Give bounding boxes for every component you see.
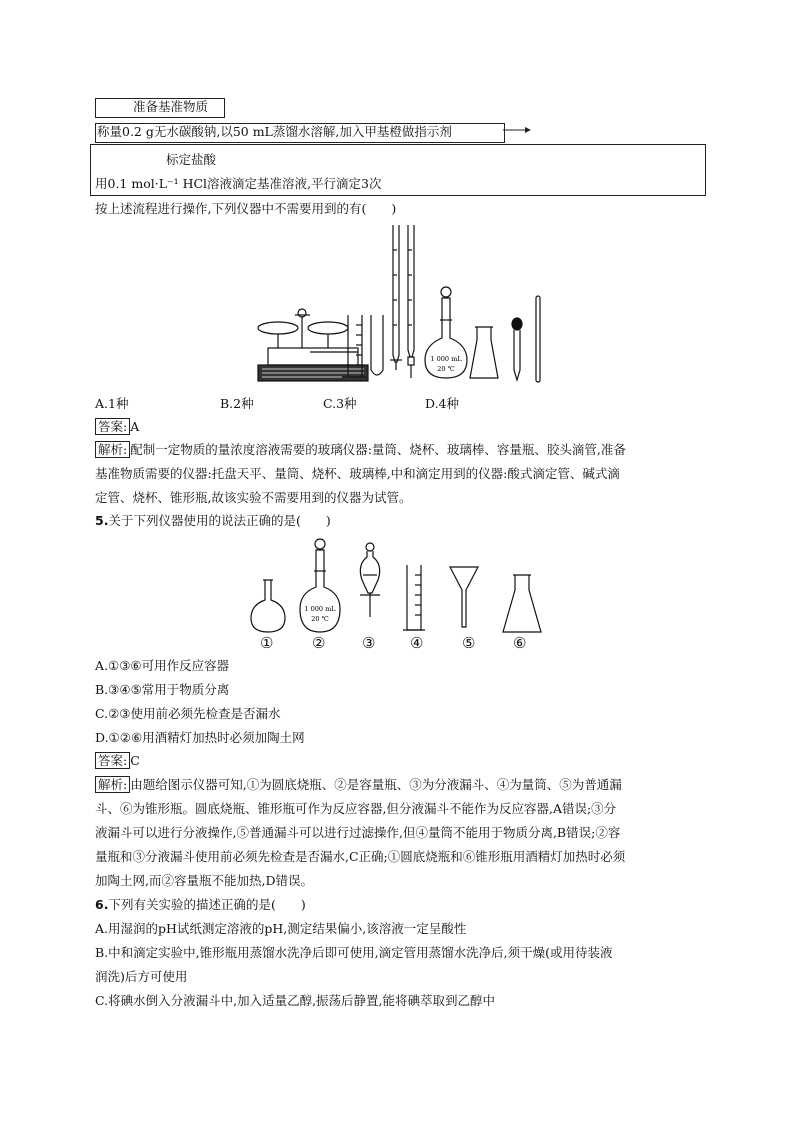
q5-answer	[95, 752, 140, 770]
q5-label-6: ⑥	[513, 634, 527, 652]
test-tube-icon	[371, 315, 383, 375]
q4-flask-temp-label: 20 ℃	[437, 365, 455, 373]
q4-analysis-line-1: 解析: 配制一定物质的量浓度溶液需要的玻璃仪器:量筒、烧杯、玻璃棒、容量瓶、胶头滴管,准备	[95, 441, 626, 459]
glass-rod-icon	[536, 296, 540, 382]
q5-option-a: A.①③⑥可用作反应容器	[95, 658, 230, 673]
q5-label-1: ①	[260, 634, 274, 652]
q4-option-a: A.1种	[95, 396, 129, 411]
q4-analysis-tag: 解析:	[95, 441, 130, 458]
flow-step1-desc: 称量0.2 g无水碳酸钠,以50 mL蒸馏水溶解,加入甲基橙做指示剂	[97, 124, 452, 139]
q5-label-2: ②	[312, 634, 326, 652]
q6-option-b-cont: 润洗)后方可使用	[95, 969, 188, 984]
q5-answer-tag: 答案:	[95, 752, 130, 769]
q6-number: 6.	[95, 897, 109, 912]
flow-step2-desc: 用0.1 mol·L⁻¹ HCl溶液滴定基准溶液,平行滴定3次	[95, 176, 382, 191]
q4-analysis-line-3: 定管、烧杯、锥形瓶,故该实验不需要用到的仪器为试管。	[95, 490, 412, 505]
q5-analysis-tag: 解析:	[95, 776, 130, 793]
q4-answer	[95, 418, 139, 436]
q5-label-5: ⑤	[462, 634, 476, 652]
balance-icon	[258, 309, 368, 381]
q5-number: 5.	[95, 513, 109, 528]
q6-option-b: B.中和滴定实验中,锥形瓶用蒸馏水洗净后即可使用,滴定管用蒸馏水洗净后,须干燥(或用待装液	[95, 945, 613, 960]
q5-option-c: C.②③使用前必须先检查是否漏水	[95, 706, 281, 721]
q4-apparatus-figure	[250, 220, 550, 390]
q5-analysis-line-4: 量瓶和③分液漏斗使用前必须先检查是否漏水,C正确;①圆底烧瓶和⑥锥形瓶用酒精灯加热时必须	[95, 849, 626, 864]
q4-option-b: B.2种	[220, 396, 254, 411]
flow-step2-title: 标定盐酸	[166, 152, 217, 167]
acid-burette-icon	[390, 225, 402, 370]
dropper-icon	[512, 318, 522, 380]
q5-analysis-line-2: 斗、⑥为锥形瓶。圆底烧瓶、锥形瓶可作为反应容器,但分液漏斗不能作为反应容器,A错误;③分	[95, 801, 617, 816]
base-burette-icon	[408, 225, 414, 378]
q5-apparatus-figure	[245, 535, 555, 635]
conical-flask-icon	[470, 327, 498, 378]
graduated-cylinder-icon	[403, 565, 425, 630]
q4-answer-tag: 答案:	[95, 418, 130, 435]
separatory-funnel-icon	[360, 543, 380, 617]
q5-label-4: ④	[410, 634, 424, 652]
flow-arrow	[503, 124, 533, 136]
flow-step1-title: 准备基准物质	[133, 99, 209, 114]
q6-option-a: A.用湿润的pH试纸测定溶液的pH,测定结果偏小,该溶液一定呈酸性	[95, 921, 467, 936]
q4-option-c: C.3种	[323, 396, 357, 411]
q4-analysis-line-2: 基准物质需要的仪器:托盘天平、量筒、烧杯、玻璃棒,中和滴定用到的仪器:酸式滴定管、碱式滴	[95, 466, 620, 481]
q6-stem: 6.下列有关实验的描述正确的是( )	[95, 897, 306, 912]
q5-label-3: ③	[362, 634, 376, 652]
q5-flask-temp-label: 20 ℃	[311, 615, 329, 623]
q6-option-c: C.将碘水倒入分液漏斗中,加入适量乙醇,振荡后静置,能将碘萃取到乙醇中	[95, 993, 496, 1008]
q5-stem: 5.关于下列仪器使用的说法正确的是( )	[95, 513, 331, 528]
conical-flask-icon	[503, 575, 541, 632]
q5-analysis-line-3: 液漏斗可以进行分液操作,⑤普通漏斗可以进行过滤操作,但④量筒不能用于物质分离,B错误;②容	[95, 825, 621, 840]
q5-analysis-line-1: 解析: 由题给图示仪器可知,①为圆底烧瓶、②是容量瓶、③为分液漏斗、④为量筒、⑤为普通漏	[95, 776, 622, 794]
q5-flask-volume-label: 1 000 mL	[304, 605, 336, 613]
q4-flask-volume-label: 1 000 mL	[430, 355, 462, 363]
q4-stem: 按上述流程进行操作,下列仪器中不需要用到的有( )	[95, 201, 397, 216]
funnel-icon	[450, 567, 478, 627]
q4-option-d: D.4种	[425, 396, 460, 411]
q5-option-d: D.①②⑥用酒精灯加热时必须加陶土网	[95, 730, 305, 745]
round-bottom-flask-icon	[251, 580, 285, 632]
q5-answer-value: C	[130, 753, 140, 768]
q5-option-b: B.③④⑤常用于物质分离	[95, 682, 230, 697]
q4-answer-value: A	[130, 419, 140, 434]
q5-analysis-line-5: 加陶土网,而②容量瓶不能加热,D错误。	[95, 873, 313, 888]
